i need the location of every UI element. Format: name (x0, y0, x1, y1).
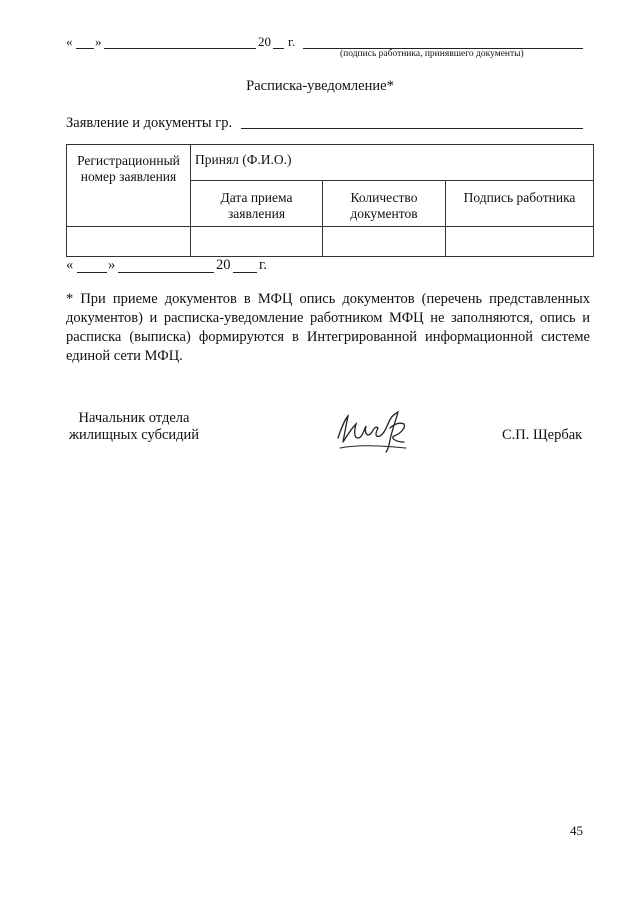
open-quote: « (66, 257, 74, 273)
reg-number-header: Регистрационный номер заявления (67, 145, 191, 227)
date-header: Дата приема заявления (191, 181, 323, 227)
year-blank (233, 272, 257, 273)
registration-table (66, 144, 594, 257)
signature-cell (446, 227, 594, 257)
document-title: Расписка-уведомление* (246, 78, 394, 94)
month-blank (104, 48, 256, 49)
open-quote: « (66, 34, 73, 49)
accepted-header: Принял (Ф.И.О.) (191, 145, 594, 181)
close-quote: » (108, 257, 116, 273)
day-blank (77, 272, 107, 273)
applicant-name-blank (241, 128, 583, 129)
count-cell (323, 227, 446, 257)
page-number: 45 (570, 823, 583, 838)
year-suffix: г. (288, 34, 296, 49)
year-prefix: 20 (216, 257, 231, 273)
reg-number-cell (67, 227, 191, 257)
signature-caption: (подпись работника, принявшего документы) (340, 49, 524, 59)
handwritten-signature (334, 408, 414, 454)
month-blank (118, 272, 214, 273)
date-cell (191, 227, 323, 257)
position-line-2: жилищных субсидий (68, 427, 200, 443)
year-suffix: г. (259, 257, 267, 273)
position-line-1: Начальник отдела (78, 410, 190, 426)
signatory-name: С.П. Щербак (502, 427, 583, 443)
signatory-position (66, 410, 202, 444)
count-header: Количество документов (323, 181, 446, 227)
signature-header: Подпись работника (446, 181, 594, 227)
day-blank (76, 48, 94, 49)
year-blank (273, 48, 284, 49)
year-prefix: 20 (258, 34, 271, 49)
applicant-label: Заявление и документы гр. (66, 115, 233, 131)
close-quote: » (95, 34, 102, 49)
footnote: * При приеме документов в МФЦ опись документов (перечень представленных документов) и расписка-уведомление работником МФЦ не заполняются, опись и расписка (выписка) формируются в Интегрированной информационной системе единой сети МФЦ. (66, 291, 590, 364)
